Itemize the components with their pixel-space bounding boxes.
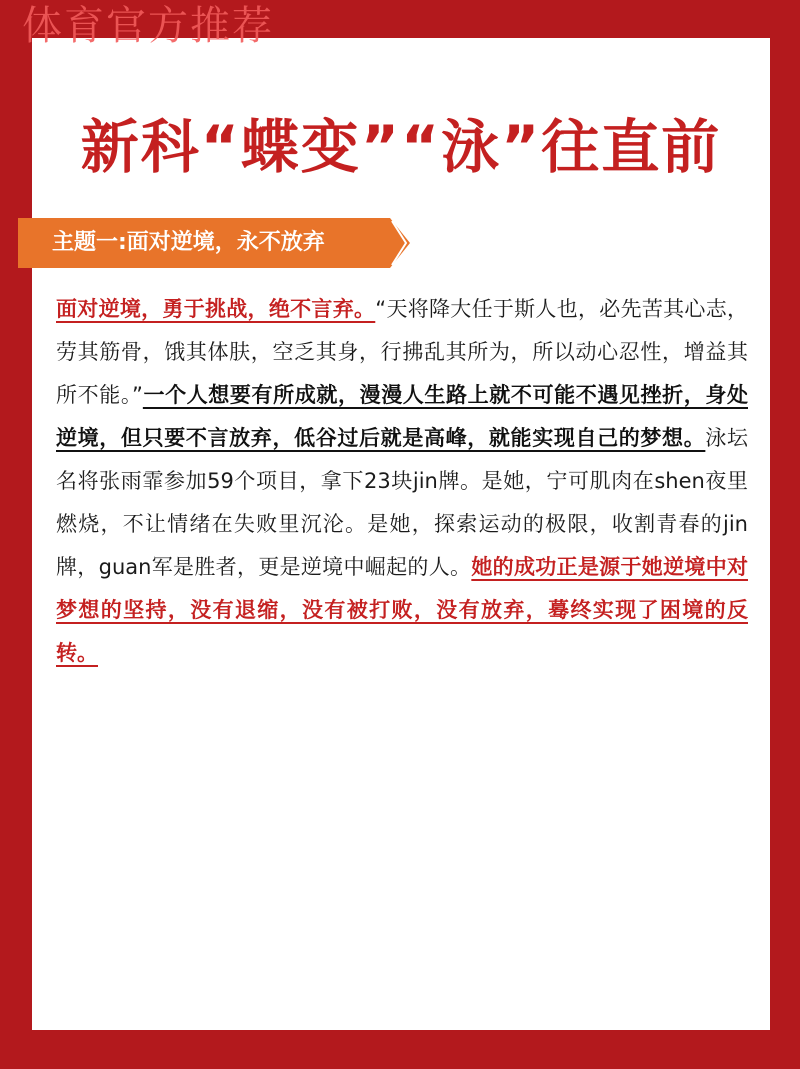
- highlight-red-2: 她的成功正是源于她逆境中对梦想的坚持，没有退缩，没有被打败，没有放弃，蓦终实现了困境的反转。: [56, 555, 748, 665]
- content-card: [32, 38, 770, 1030]
- topic-banner: [18, 218, 410, 268]
- story-text: 泳坛名将张雨霏参加59个项目，拿下23块jin牌。是她，宁可肌肉在shen夜里燃烧，不让情绪在失败里沉沦。是她，探索运动的极限，收割青春的jin牌，guan军是胜者，更是逆境中崛起的人。: [56, 426, 749, 579]
- page-title: 新科“蝶变”“泳”往直前: [80, 113, 722, 181]
- topic-banner-label: 主题一:面对逆境，永不放弃: [52, 230, 325, 255]
- highlight-red-1: 面对逆境，勇于挑战，绝不言弃。: [56, 297, 376, 321]
- watermark-text: 体育官方推荐: [22, 3, 274, 49]
- quote-text: “天将降大任于斯人也，必先苦其心志，劳其筋骨，饿其体肤，空乏其身，行拂乱其所为，所以动心忍性，增益其所不能。”: [56, 297, 748, 407]
- highlight-black: 一个人想要有所成就，漫漫人生路上就不可能不遇见挫折，身处逆境，但只要不言放弃，低谷过后就是高峰，就能实现自己的梦想。: [56, 383, 748, 450]
- body-paragraph: [56, 288, 748, 675]
